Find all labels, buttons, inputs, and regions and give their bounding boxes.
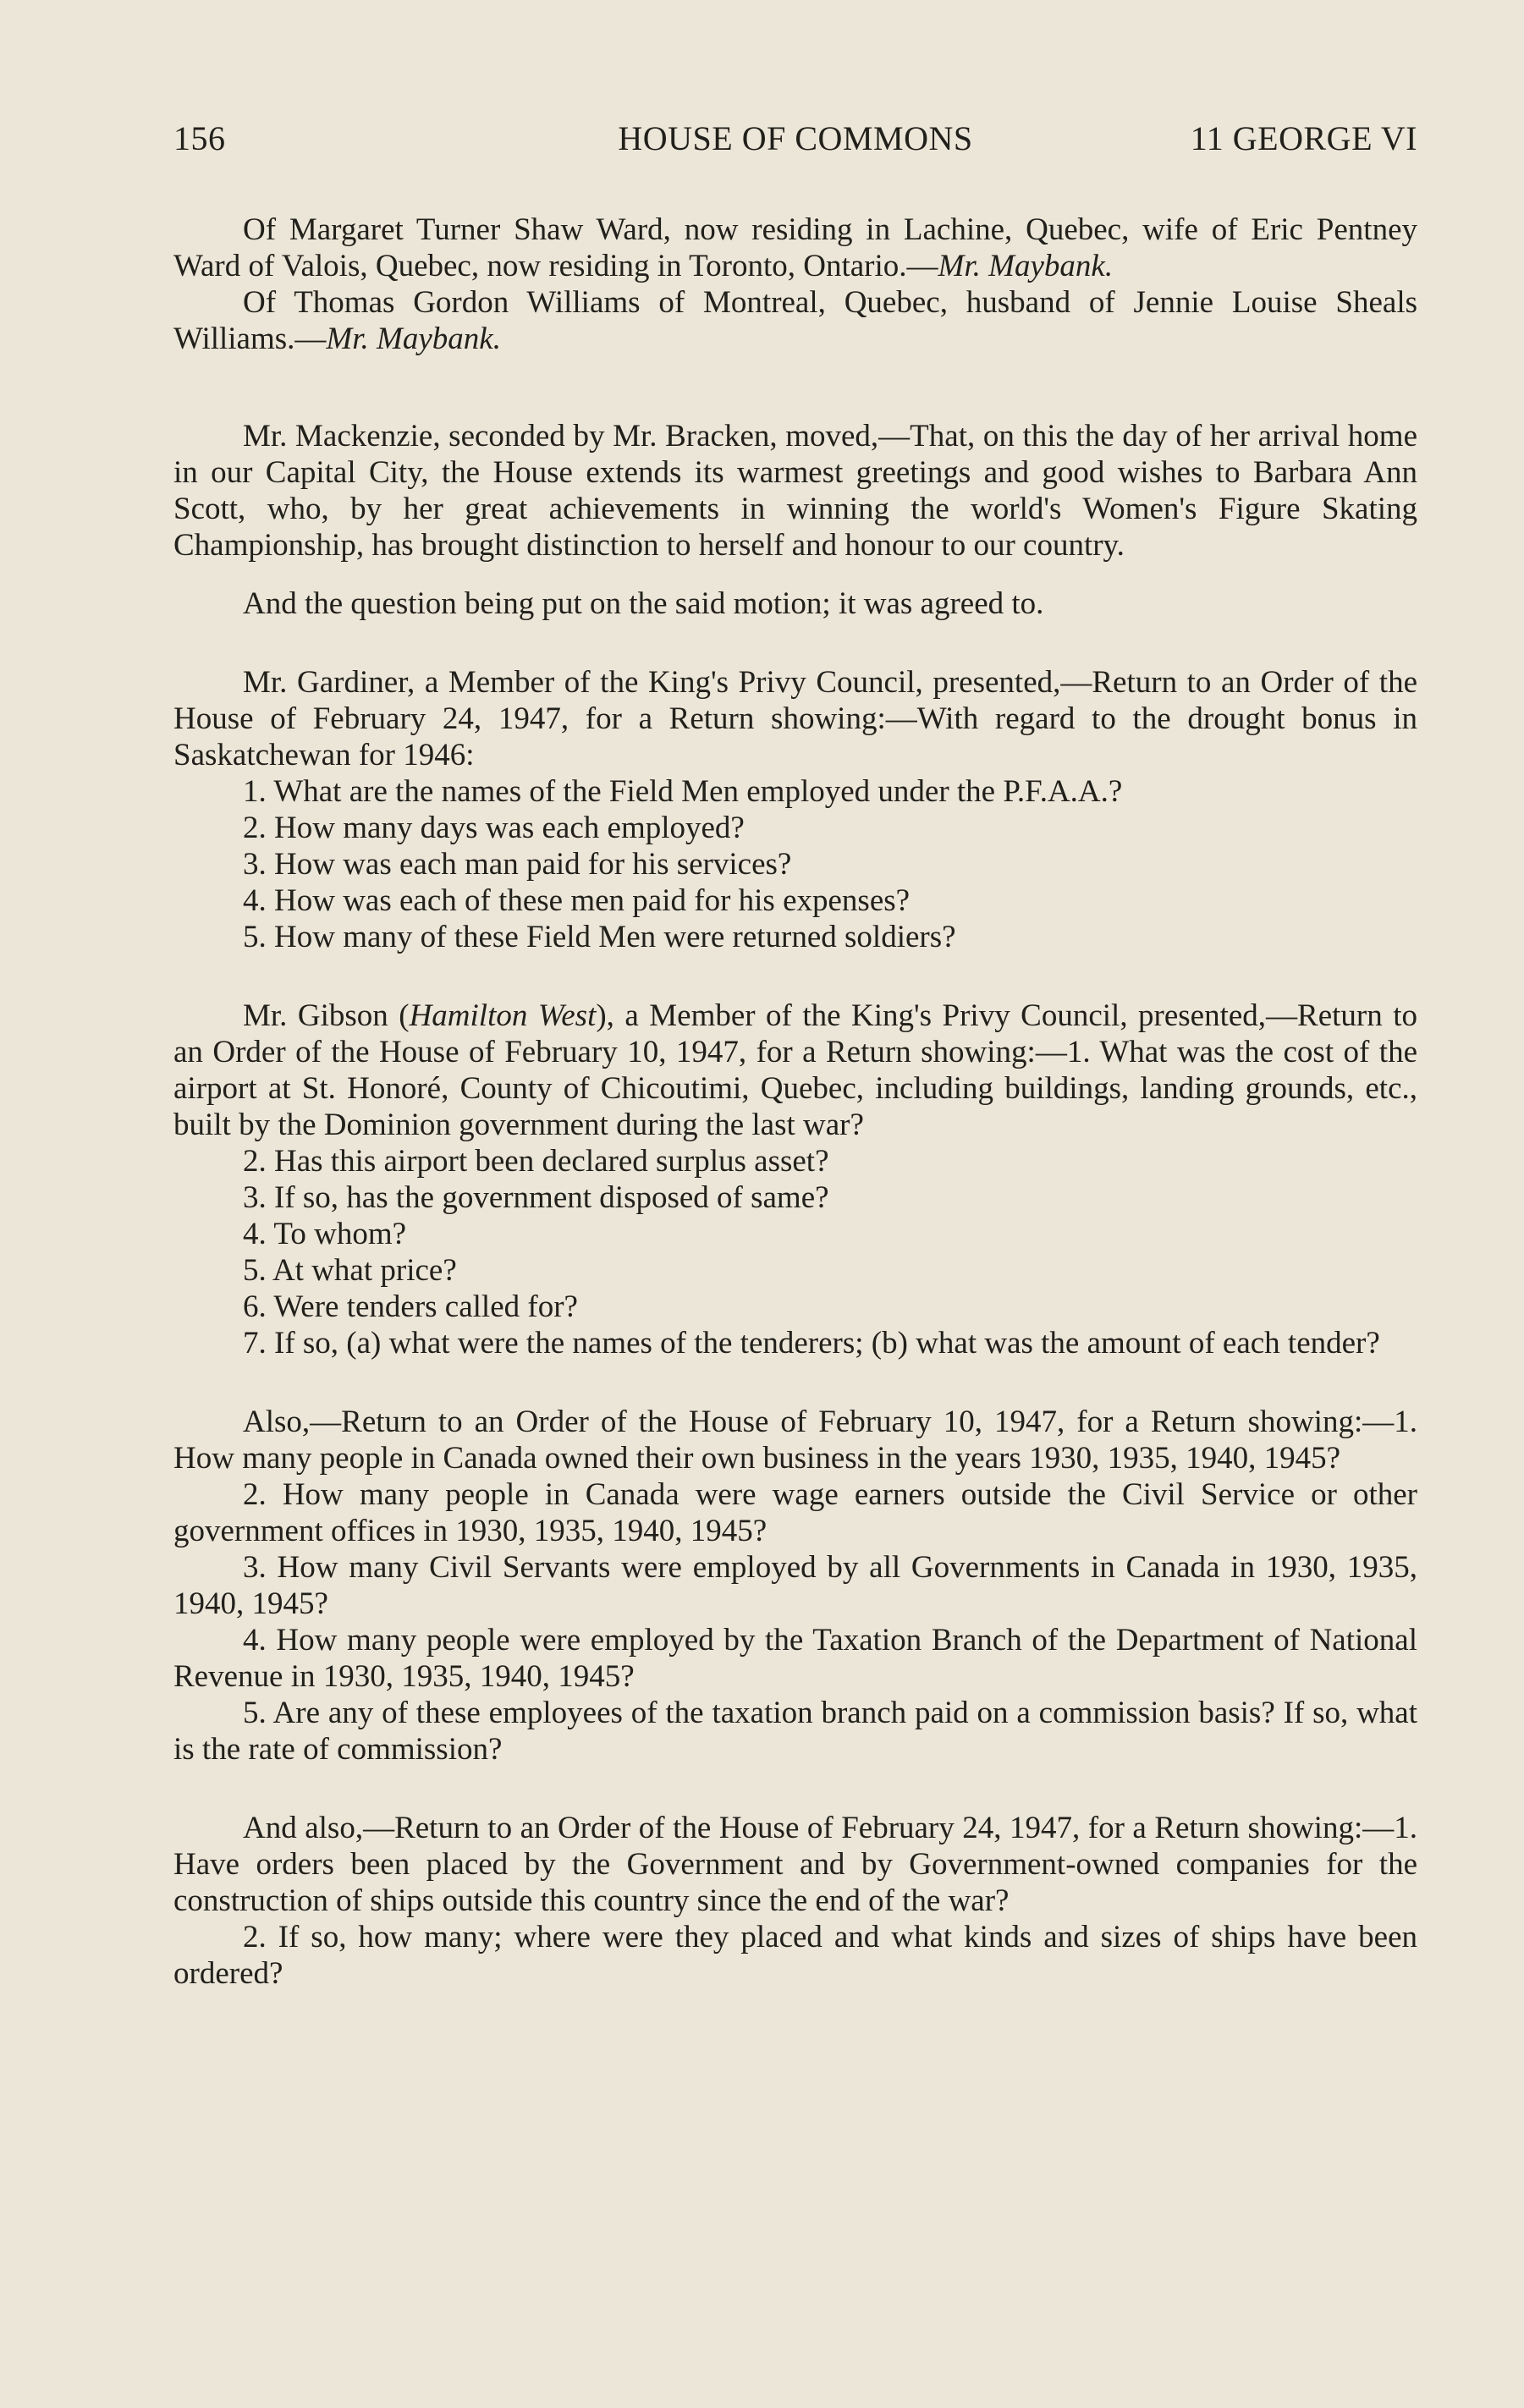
also-return-intro: Also,—Return to an Order of the House of February 10, 1947, for a Return showing:—1. How many people in Canada owned their own business in the years 1930, 1935, 1940, 1945? <box>173 1405 1417 1476</box>
list-item: 3. How was each man paid for his services? <box>243 847 792 882</box>
gardiner-return-intro: Mr. Gardiner, a Member of the King's Privy Council, presented,—Return to an Order of the House of February 24, 1947, for a Return showing:—With regard to the drought bonus in Saskatchewan for 1946: <box>173 665 1417 772</box>
list-item: 2. Has this airport been declared surplus asset? <box>243 1144 829 1179</box>
page-body <box>173 212 1417 1992</box>
constituency: Hamilton West <box>409 998 597 1033</box>
list-item: 4. To whom? <box>243 1217 407 1251</box>
list-item: 2. How many days was each employed? <box>243 811 745 845</box>
list-item: 6. Were tenders called for? <box>243 1289 578 1324</box>
regnal-year: 11 GEORGE VI <box>1190 119 1417 157</box>
list-item: 2. If so, how many; where were they placed and what kinds and sizes of ships have been ordered? <box>173 1920 1417 1991</box>
journal-title: HOUSE OF COMMONS <box>618 119 973 157</box>
list-item: 1. What are the names of the Field Men employed under the P.F.A.A.? <box>243 774 1123 809</box>
petition-ward: Of Margaret Turner Shaw Ward, now residing in Lachine, Quebec, wife of Eric Pentney Ward of Valois, Quebec, now residing in Toronto, Ontario.—Mr. Maybank. <box>173 212 1417 283</box>
list-item: 3. How many Civil Servants were employed by all Governments in Canada in 1930, 1935, 1940, 1945? <box>173 1550 1417 1621</box>
motion-result: And the question being put on the said motion; it was agreed to. <box>243 586 1044 621</box>
list-item: 7. If so, (a) what were the names of the tenderers; (b) what was the amount of each tender? <box>243 1326 1380 1361</box>
list-item: 4. How was each of these men paid for his expenses? <box>243 883 911 918</box>
list-item: 5. How many of these Field Men were returned soldiers? <box>243 920 956 954</box>
gibson-return-intro: Mr. Gibson (Hamilton West), a Member of the King's Privy Council, presented,—Return to an Order of the House of February 10, 1947, for a Return showing:—1. What was the cost of the airport at St. Honoré, County of Chicoutimi, Quebec, including buildings, landing grounds, etc., built by the Dominion government during the last war? <box>173 998 1417 1142</box>
and-also-return-intro: And also,—Return to an Order of the House of February 24, 1947, for a Return showing:—1. Have orders been placed by the Government and by Government-owned companies for the construction of ships outside this country since the end of the war? <box>173 1811 1417 1918</box>
petition-ward-mover: Mr. Maybank. <box>938 249 1114 283</box>
motion-text: Mr. Mackenzie, seconded by Mr. Bracken, moved,—That, on this the day of her arrival home in our Capital City, the House extends its warmest greetings and good wishes to Barbara Ann Scott, who, by her great achievements in winning the world's Women's Figure Skating Championship, has brought distinction to herself and honour to our country. <box>173 419 1417 563</box>
list-item: 5. At what price? <box>243 1253 457 1288</box>
list-item: 5. Are any of these employees of the taxation branch paid on a commission basis? If so, what is the rate of commission? <box>173 1696 1417 1767</box>
petition-williams: Of Thomas Gordon Williams of Montreal, Quebec, husband of Jennie Louise Sheals Williams.—Mr. Maybank. <box>173 285 1417 356</box>
list-item: 3. If so, has the government disposed of same? <box>243 1180 829 1215</box>
petition-williams-mover: Mr. Maybank. <box>326 322 501 356</box>
list-item: 4. How many people were employed by the Taxation Branch of the Department of National Revenue in 1930, 1935, 1940, 1945? <box>173 1623 1417 1694</box>
running-header <box>173 118 1417 166</box>
page-number: 156 <box>173 119 226 157</box>
list-item: 2. How many people in Canada were wage earners outside the Civil Service or other government offices in 1930, 1935, 1940, 1945? <box>173 1477 1417 1548</box>
